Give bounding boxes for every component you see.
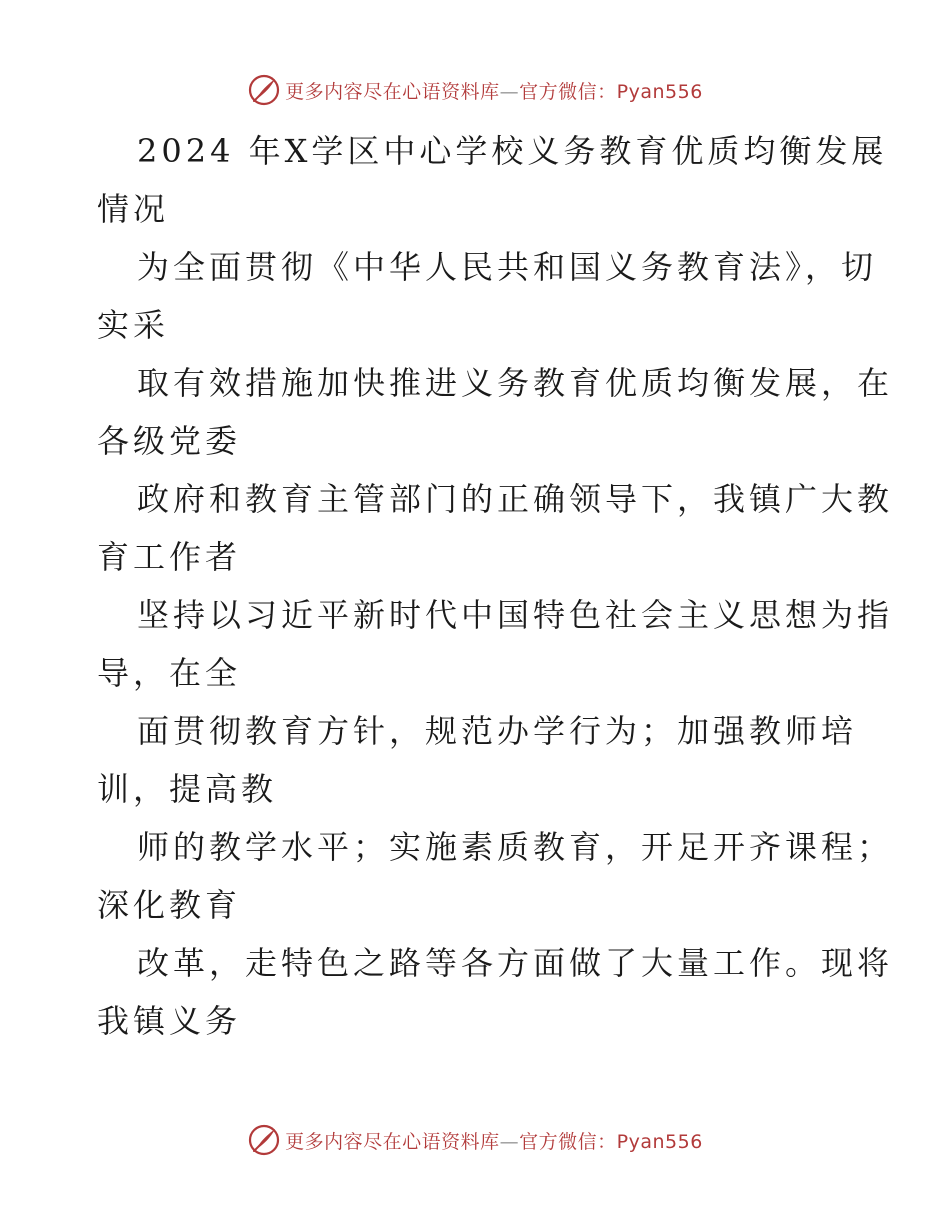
body-line: 导，在全 bbox=[97, 654, 242, 692]
body-line: 育工作者 bbox=[97, 538, 242, 576]
banner-contact-text: 官方微信：Pyan556 bbox=[519, 1130, 703, 1153]
body-line: 取有效措施加快推进义务教育优质均衡发展，在 bbox=[137, 364, 894, 402]
body-line: 师的教学水平；实施素质教育，开足开齐课程； bbox=[137, 828, 894, 866]
body-line: 训，提高教 bbox=[97, 770, 278, 808]
feather-pen-logo-icon bbox=[247, 73, 281, 107]
banner-text bbox=[285, 1127, 703, 1154]
body-line: 我镇义务 bbox=[97, 1002, 242, 1040]
feather-pen-logo-icon bbox=[247, 1123, 281, 1157]
banner-contact-text: 官方微信：Pyan556 bbox=[519, 80, 703, 103]
body-line: 各级党委 bbox=[97, 422, 242, 460]
body-line: 政府和教育主管部门的正确领导下，我镇广大教 bbox=[137, 480, 894, 518]
footer-watermark-banner bbox=[0, 1120, 950, 1160]
body-line: 面贯彻教育方针，规范办学行为；加强教师培 bbox=[137, 712, 858, 750]
body-line: 坚持以习近平新时代中国特色社会主义思想为指 bbox=[137, 596, 894, 634]
banner-dash: — bbox=[499, 1130, 520, 1153]
banner-dash: — bbox=[499, 80, 520, 103]
body-line: 为全面贯彻《中华人民共和国义务教育法》，切 bbox=[137, 248, 878, 286]
body-line: 改革，走特色之路等各方面做了大量工作。现将 bbox=[137, 944, 894, 982]
banner-main-text: 更多内容尽在心语资料库 bbox=[285, 1130, 500, 1153]
banner-text bbox=[285, 77, 703, 104]
banner-main-text: 更多内容尽在心语资料库 bbox=[285, 80, 500, 103]
header-watermark-banner bbox=[0, 70, 950, 110]
title-line-1: 2024 年X学区中心学校义务教育优质均衡发展 bbox=[137, 132, 888, 170]
body-line: 实采 bbox=[97, 306, 170, 344]
title-line-2: 情况 bbox=[97, 190, 170, 228]
document-body bbox=[97, 122, 894, 1050]
body-line: 深化教育 bbox=[97, 886, 242, 924]
